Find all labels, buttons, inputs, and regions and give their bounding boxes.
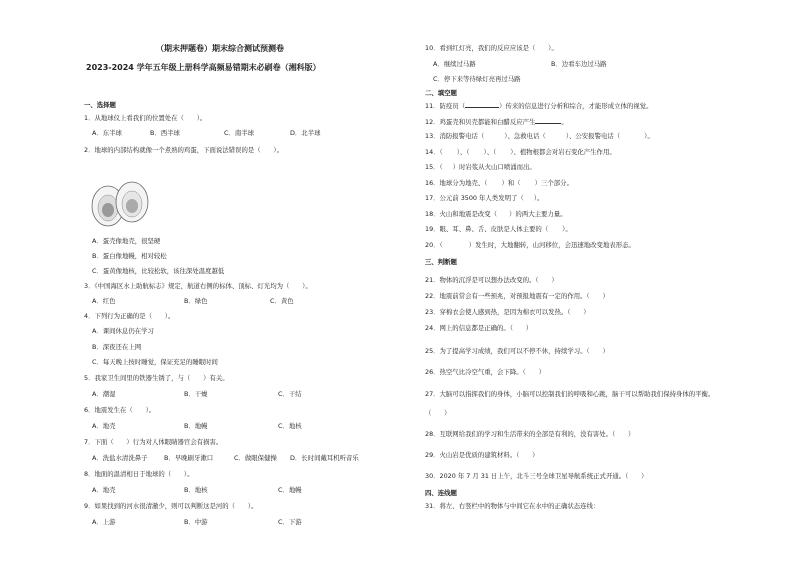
option-4c: C．每天晚上按时睡觉，保证充足的睡眠时间 xyxy=(92,358,218,366)
option-5b: B．干燥 xyxy=(184,390,208,398)
option-1c: C．南半球 xyxy=(224,129,255,137)
exam-subtitle: 2023-2024 学年五年级上册科学高频易错期末必刷卷（湘科版） xyxy=(86,63,321,72)
question-12: 12．鸡蛋壳和贝壳都能和白醋反应产生 。 xyxy=(425,118,568,126)
option-4a: A．课间休息仍在学习 xyxy=(92,327,154,335)
option-2b: B．蛋白像地幔，相对较松 xyxy=(92,252,167,260)
option-10c: C．停下来等待绿灯亮再过马路 xyxy=(433,75,521,83)
option-4b: B．深夜还在上网 xyxy=(92,343,142,351)
question-1: 1．从地球仪上看我们的位置处在（ ）。 xyxy=(84,114,207,122)
section-judge: 三、判断题 xyxy=(425,258,457,266)
exam-title: （期末押题卷）期末综合测试预测卷 xyxy=(156,44,284,53)
question-3: 3．《中国海区水上助航标志》规定，航道右侧的标体、顶标、灯光均为（ ）。 xyxy=(84,282,312,290)
option-10a: A．继续过马路 xyxy=(433,60,476,68)
option-6c: C．地核 xyxy=(278,422,302,430)
question-11: 11．防疫员（ ）传来的信息进行分析和综合，才能形成立体的视觉。 xyxy=(425,102,653,110)
option-1a: A．东半球 xyxy=(92,129,122,137)
question-5: 5．我家卫生间里的铁器生锈了，与（ ）有关。 xyxy=(84,374,229,382)
option-1d: D．北半球 xyxy=(290,129,321,137)
option-3a: A．红色 xyxy=(92,297,116,305)
question-21: 21．物体的沉浮是可以想办法改变的。（ ） xyxy=(425,276,558,284)
question-30: 30．2020 年 7 月 31 日上午，北斗三号全球卫星导航系统正式开通。（ ） xyxy=(425,472,648,480)
option-3b: B．绿色 xyxy=(184,297,208,305)
section-matching: 四、连线题 xyxy=(425,489,457,497)
option-9a: A．上游 xyxy=(92,518,116,526)
question-4: 4．下列行为正确的是（ ）。 xyxy=(84,312,175,320)
option-7c: C．做眼保健操 xyxy=(234,454,277,462)
question-17: 17．公元前 3500 年人类发明了（ ）。 xyxy=(425,194,544,202)
question-31: 31．将左、右竖栏中的物体与中间它在水中的正确状态连线： xyxy=(425,502,600,510)
question-26: 26．热空气比冷空气重，会下降。（ ） xyxy=(425,368,545,376)
section-fill: 二、填空题 xyxy=(425,89,457,97)
question-22: 22．地震前常会有一些预兆，对预报地震有一定的作用。（ ） xyxy=(425,292,609,300)
option-5a: A．潮湿 xyxy=(92,390,116,398)
question-24: 24．网上的信息都是正确的。（ ） xyxy=(425,324,533,332)
option-6b: B．地幔 xyxy=(184,422,208,430)
option-5c: C．干结 xyxy=(278,390,302,398)
option-7a: A．洗盐水清洗鼻子 xyxy=(92,454,148,462)
question-8: 8．地面的温清相日于地球的（ ）。 xyxy=(84,470,194,478)
option-2c: C．蛋黄像地核，比较松软，该往深处温度越低 xyxy=(92,267,225,275)
question-23: 23．穿棉衣会使人感到热，是因为棉衣可以发热。（ ） xyxy=(425,308,590,316)
option-9b: B．中游 xyxy=(184,518,208,526)
option-7d: D．长时间戴耳机听音乐 xyxy=(290,454,359,462)
egg-diagram xyxy=(88,180,152,228)
option-10b: B．边看车边过马路 xyxy=(551,60,607,68)
question-7: 7．下面（ ）行为对人体眼睛器官会有损害。 xyxy=(84,438,223,446)
option-7b: B．早晚刷牙漱口 xyxy=(164,454,214,462)
option-9c: C．下游 xyxy=(278,518,302,526)
question-15: 15．（ ）时岩浆从火山口喷涌而出。 xyxy=(425,163,536,171)
question-27-answer: （ ） xyxy=(425,409,451,417)
question-25: 25．为了提高学习成绩，我们可以不停不休，持续学习。（ ） xyxy=(425,347,609,355)
section-choice: 一、选择题 xyxy=(84,101,116,109)
option-8b: B．地核 xyxy=(184,486,208,494)
option-1b: B．西半球 xyxy=(150,129,180,137)
question-28: 28．互联网给我们的学习和生活带来的全部是有利的，没有害处。（ ） xyxy=(425,430,635,438)
question-27: 27．大脑可以指挥我们的身体，小脑可以控制我们的呼吸和心跳，脑干可以帮助我们保持身体的平衡。 xyxy=(425,390,715,398)
question-19: 19．眼、耳、鼻、舌、皮肤是人体主要的（ ）。 xyxy=(425,225,572,233)
option-2a: A．蛋壳像地壳，很坚硬 xyxy=(92,237,161,245)
question-2: 2．地球的内部结构就像一个煮熟的鸡蛋，下面说法错误的是（ ）。 xyxy=(84,146,283,154)
blank[interactable] xyxy=(535,117,561,124)
question-13: 13．消防报警电话（ ）、急救电话（ ）、公安报警电话（ ）。 xyxy=(425,132,654,140)
question-20: 20．（ ）发生时，大地翻转，山河移位，会迅速地改变地表形态。 xyxy=(425,241,635,249)
option-8a: A．地壳 xyxy=(92,486,116,494)
blank[interactable] xyxy=(465,101,499,108)
question-16: 16．地球分为地壳、（ ）和（ ）三个部分。 xyxy=(425,179,573,187)
question-6: 6．地震发生在（ ）。 xyxy=(84,406,156,414)
question-18: 18．火山和地震是改变（ ）的两大主要力量。 xyxy=(425,210,567,218)
question-29: 29．火山岩是优质的建筑材料。（ ） xyxy=(425,451,539,459)
question-9: 9．如果找到的河水很清澈少，则可以判断这是河的（ ）。 xyxy=(84,502,258,510)
question-10: 10．看到红灯亮，我们的反应应该是（ ）。 xyxy=(425,44,558,52)
question-14: 14．（ ）、（ ）、（ ）、植物根都会对岩石变化产生作用。 xyxy=(425,148,616,156)
option-8c: C．地幔 xyxy=(278,486,302,494)
option-3c: C．黄色 xyxy=(270,297,294,305)
option-6a: A．地壳 xyxy=(92,422,116,430)
